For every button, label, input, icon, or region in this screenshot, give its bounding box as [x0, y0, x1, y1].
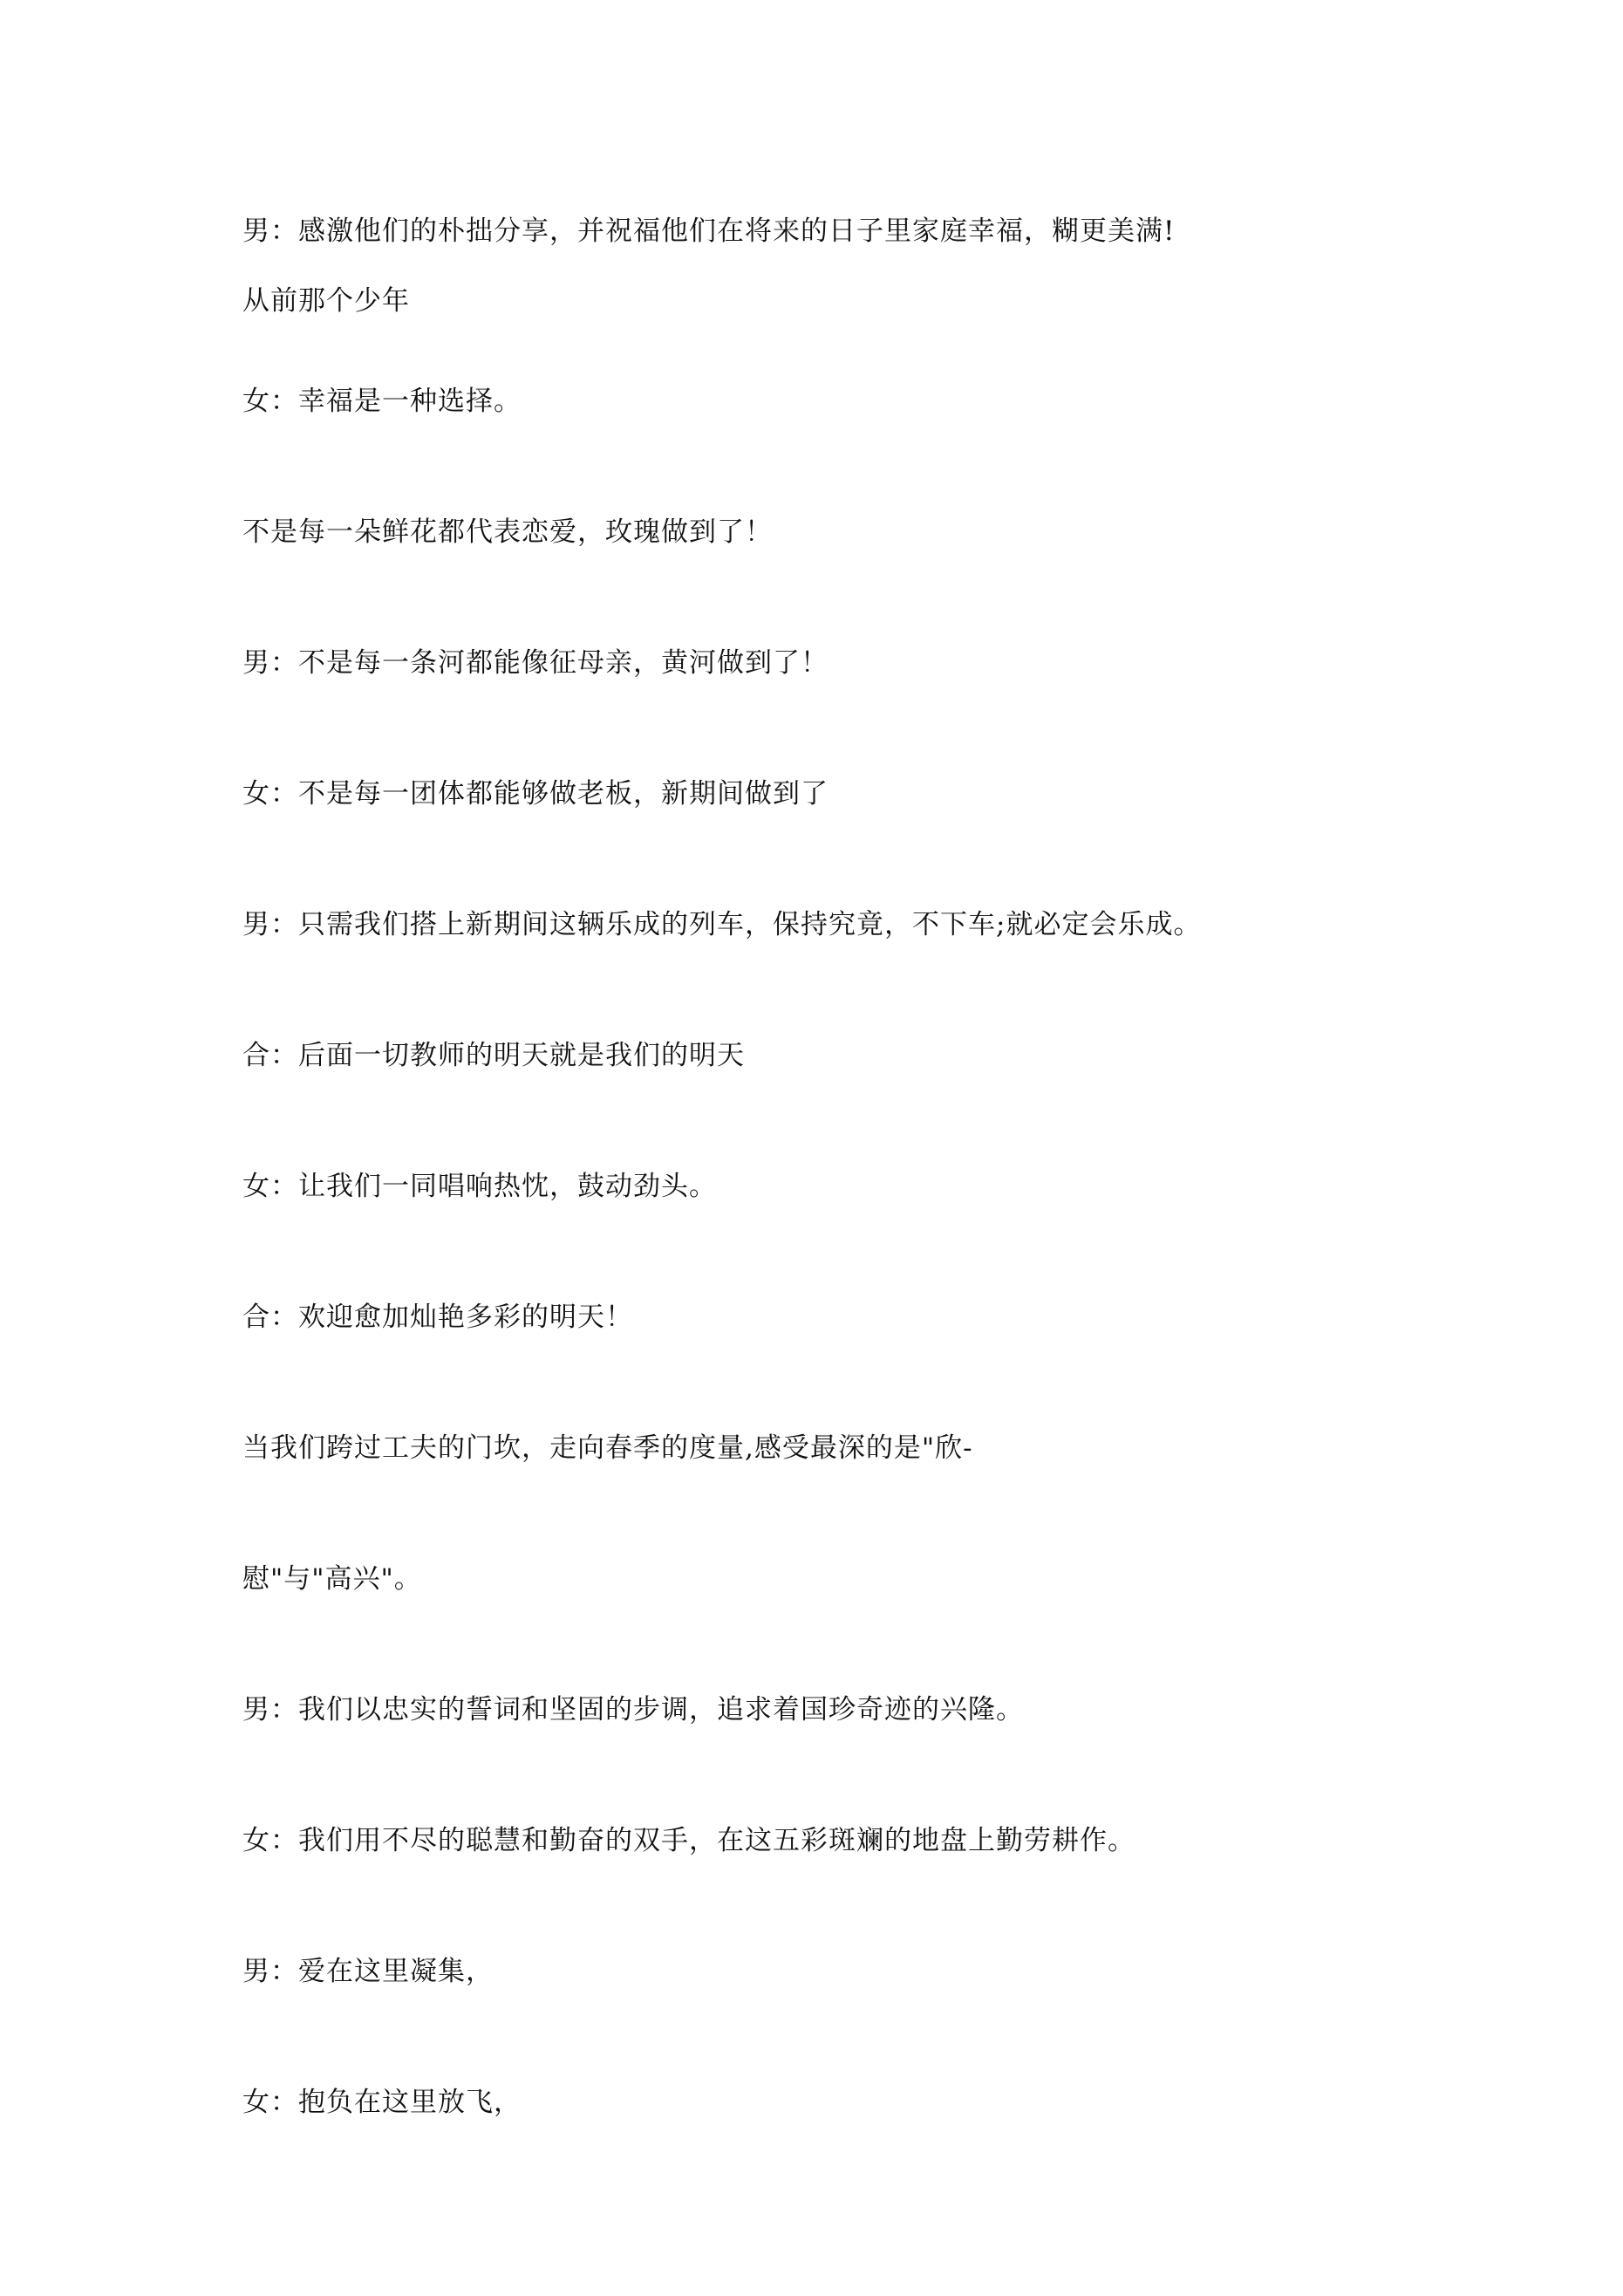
text-line: 合：欢迎愈加灿艳多彩的明天！	[242, 1302, 633, 1333]
text-line: 慰"与"高兴"。	[242, 1563, 422, 1595]
text-line: 男：只需我们搭上新期间这辆乐成的列车，保持究竟，不下车;就必定会乐成。	[242, 909, 1202, 940]
text-line: 合：后面一切教师的明天就是我们的明天	[242, 1040, 745, 1071]
text-line: 男：爱在这里凝集，	[242, 1956, 494, 1987]
text-line: 男：不是每一条河都能像征母亲，黄河做到了！	[242, 647, 829, 679]
text-line: 女：幸福是一种选择。	[242, 386, 522, 417]
text-line: 男：感激他们的朴拙分享，并祝福他们在将来的日子里家庭幸福，糊更美满!	[242, 215, 1176, 247]
text-line: 从前那个少年	[242, 285, 410, 317]
text-line: 女：让我们一同唱响热忱，鼓动劲头。	[242, 1171, 717, 1202]
text-line: 女：我们用不尽的聪慧和勤奋的双手，在这五彩斑斓的地盘上勤劳耕作。	[242, 1825, 1135, 1856]
text-line: 当我们跨过工夫的门坎，走向春季的度量,感受最深的是"欣-	[242, 1432, 973, 1464]
text-line: 不是每一朵鲜花都代表恋爱，玫瑰做到了！	[242, 516, 773, 548]
text-line: 女：抱负在这里放飞，	[242, 2087, 522, 2118]
text-line: 男：我们以忠实的誓词和坚固的步调，追求着国珍奇迹的兴隆。	[242, 1694, 1024, 1725]
text-line: 女：不是每一团体都能够做老板，新期间做到了	[242, 778, 829, 810]
